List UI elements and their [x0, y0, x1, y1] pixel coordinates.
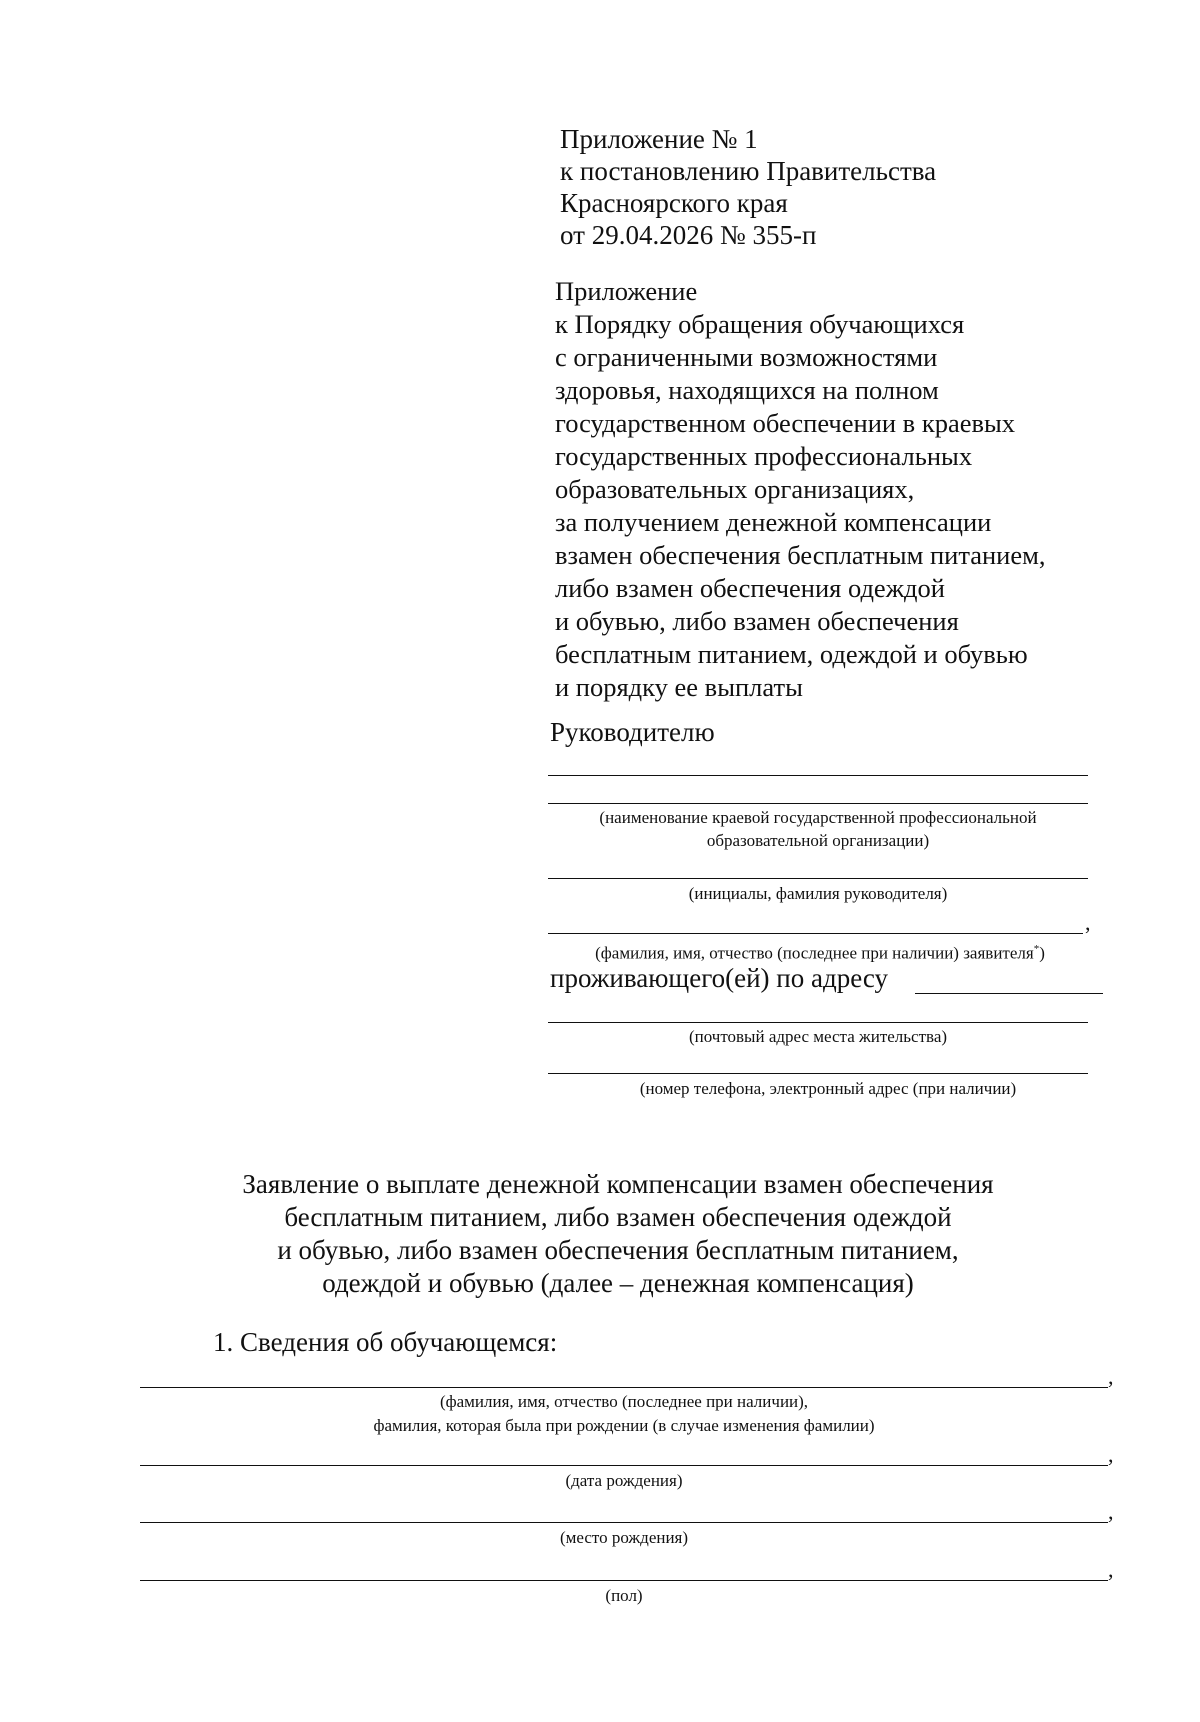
- head-name-line[interactable]: [548, 878, 1088, 879]
- head-name-caption: (инициалы, фамилия руководителя): [688, 884, 948, 903]
- statement-title-line: Заявление о выплате денежной компенсации взамен обеспечения: [242, 1169, 994, 1199]
- address-line[interactable]: [548, 1022, 1088, 1023]
- statement-title-line: и обувью, либо взамен обеспечения бесплатным питанием,: [277, 1235, 959, 1265]
- org-name-caption: (наименование краевой государственной профессиональной: [599, 808, 1037, 827]
- applicant-caption-close: ): [1039, 943, 1045, 963]
- org-name-caption-2: образовательной организации): [706, 831, 930, 850]
- org-name-line-1[interactable]: [548, 775, 1088, 776]
- contact-line[interactable]: [548, 1073, 1088, 1074]
- appendix-procedure-line: государственных профессиональных: [555, 441, 973, 471]
- comma: ,: [1108, 1442, 1114, 1467]
- appendix-date: от 29.04.2026 № 355-п: [560, 220, 817, 250]
- student-name-caption: (фамилия, имя, отчество (последнее при наличии),: [439, 1392, 809, 1411]
- appendix-procedure-line: за получением денежной компенсации: [555, 507, 992, 537]
- appendix-procedure-line: либо взамен обеспечения одеждой: [555, 573, 945, 603]
- birth-place-line[interactable]: [140, 1522, 1108, 1523]
- birth-date-line[interactable]: [140, 1465, 1108, 1466]
- comma: ,: [1108, 1499, 1114, 1524]
- footnote-mark: *: [1033, 943, 1040, 955]
- section-1-heading: 1. Сведения об обучающемся:: [213, 1327, 558, 1357]
- org-name-line-2[interactable]: [548, 803, 1088, 804]
- comma: ,: [1108, 1364, 1114, 1389]
- address-caption: (почтовый адрес места жительства): [688, 1027, 948, 1046]
- appendix-procedure-line: и порядку ее выплаты: [555, 672, 803, 702]
- appendix-procedure-line: к Порядку обращения обучающихся: [555, 309, 965, 339]
- birth-place-caption: (место рождения): [559, 1528, 689, 1547]
- statement-title-line: одеждой и обувью (далее – денежная компенсация): [322, 1268, 914, 1298]
- student-name-line[interactable]: [140, 1387, 1108, 1388]
- applicant-name-caption: [540, 937, 1100, 966]
- applicant-name-line[interactable]: [548, 933, 1083, 934]
- appendix-procedure-line: здоровья, находящихся на полном: [555, 375, 939, 405]
- comma: ,: [1108, 1557, 1114, 1582]
- student-name-caption-2: фамилия, которая была при рождении (в случае изменения фамилии): [373, 1416, 875, 1435]
- appendix-number: Приложение № 1: [560, 124, 758, 154]
- appendix-procedure-line: образовательных организациях,: [555, 474, 915, 504]
- appendix-procedure-line: бесплатным питанием, одеждой и обувью: [555, 639, 1028, 669]
- comma: ,: [1085, 910, 1091, 935]
- address-inline-line[interactable]: [915, 993, 1103, 994]
- appendix-procedure-line: с ограниченными возможностями: [555, 342, 938, 372]
- contact-caption: (номер телефона, электронный адрес (при наличии): [639, 1079, 1017, 1098]
- appendix-procedure-line: и обувью, либо взамен обеспечения: [555, 606, 959, 636]
- appendix-region: Красноярского края: [560, 188, 788, 218]
- address-label: проживающего(ей) по адресу: [550, 963, 888, 993]
- appendix-procedure-line: взамен обеспечения бесплатным питанием,: [555, 540, 1046, 570]
- appendix-reference: к постановлению Правительства: [560, 156, 937, 186]
- statement-title-line: бесплатным питанием, либо взамен обеспечения одеждой: [284, 1202, 952, 1232]
- applicant-caption-text: (фамилия, имя, отчество (последнее при наличии) заявителя: [595, 943, 1034, 963]
- addressee: Руководителю: [550, 717, 715, 747]
- appendix-procedure-line: Приложение: [555, 276, 698, 306]
- sex-line[interactable]: [140, 1580, 1108, 1581]
- birth-date-caption: (дата рождения): [565, 1471, 683, 1490]
- sex-caption: (пол): [605, 1586, 643, 1605]
- appendix-procedure-line: государственном обеспечении в краевых: [555, 408, 1016, 438]
